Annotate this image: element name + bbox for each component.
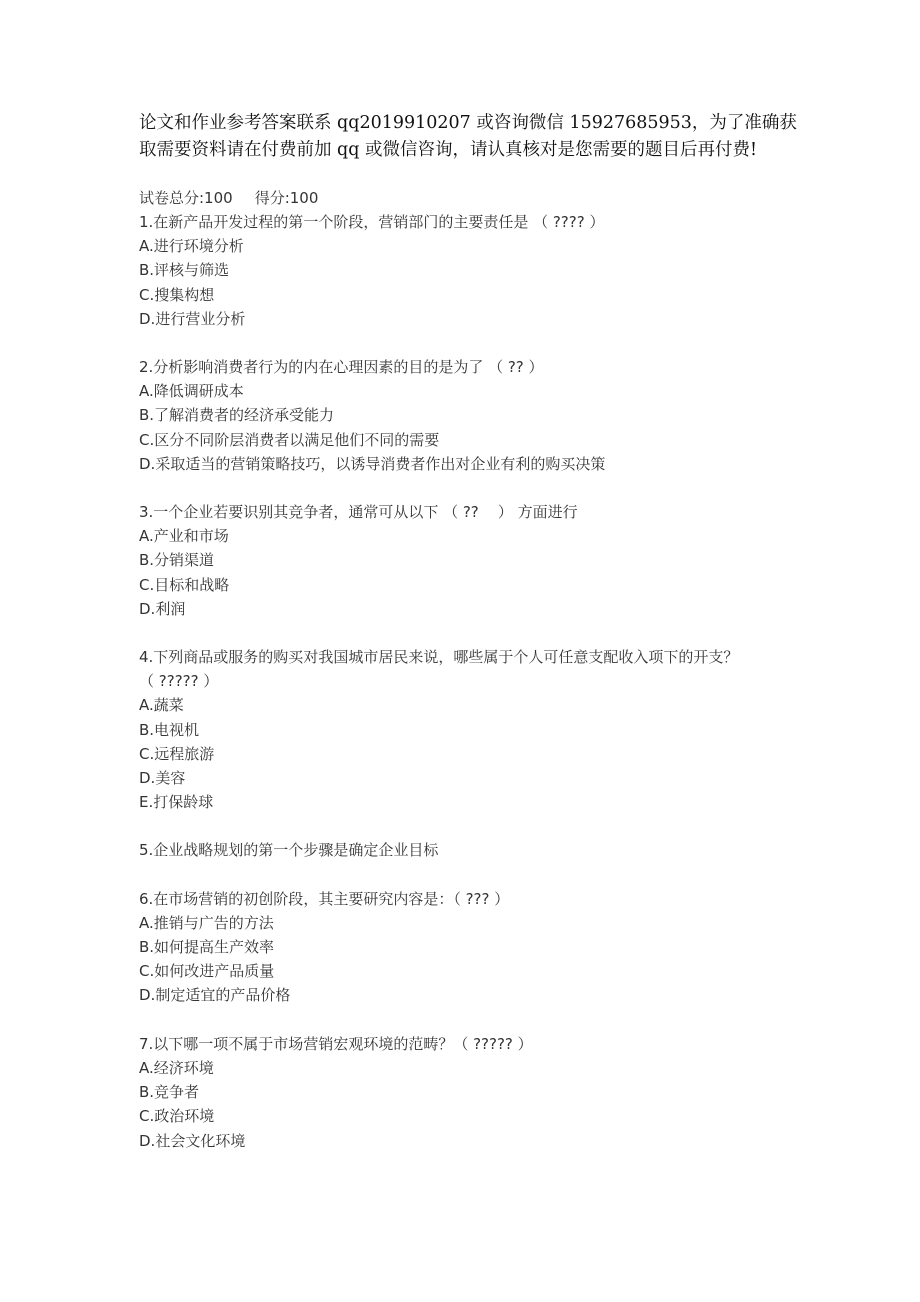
question-5	[139, 838, 789, 862]
option-c: C.区分不同阶层消费者以满足他们不同的需要	[139, 430, 440, 449]
question-7	[139, 1032, 789, 1153]
option-d: D.利润	[139, 599, 186, 618]
option-e: E.打保龄球	[139, 793, 214, 812]
option-b: B.如何提高生产效率	[139, 938, 275, 957]
option-c: C.如何改进产品质量	[139, 962, 275, 981]
option-c: C.远程旅游	[139, 744, 215, 763]
question-stem: 7.以下哪一项不属于市场营销宏观环境的范畴？（ ????? ）	[139, 1034, 533, 1053]
option-b: B.评核与筛选	[139, 261, 230, 280]
option-c: C.政治环境	[139, 1107, 215, 1126]
option-b: B.了解消费者的经济承受能力	[139, 406, 335, 425]
option-a: A.降低调研成本	[139, 382, 244, 401]
document-page	[139, 110, 797, 1177]
question-3	[139, 500, 789, 621]
contact-notice-line-2: 取需要资料请在付费前加 qq 或微信咨询，请认真核对是您需要的题目后再付费!	[139, 140, 758, 160]
score-summary	[139, 186, 789, 210]
question-stem: 4.下列商品或服务的购买对我国城市居民来说，哪些属于个人可任意支配收入项下的开支？	[139, 648, 739, 667]
question-6	[139, 887, 789, 1008]
option-a: A.推销与广告的方法	[139, 913, 274, 932]
contact-notice-line-1: 论文和作业参考答案联系 qq2019910207 或咨询微信 15927685953，为了准确获	[139, 113, 797, 133]
option-d: D.制定适宜的产品价格	[139, 986, 291, 1005]
option-a: A.进行环境分析	[139, 237, 244, 256]
obtained-score: 得分:100	[254, 189, 319, 207]
option-d: D.社会文化环境	[139, 1131, 246, 1150]
question-stem: 2.分析影响消费者行为的内在心理因素的目的是为了 （ ?? ）	[139, 358, 544, 377]
total-score: 试卷总分:100	[139, 189, 233, 207]
contact-notice	[139, 110, 797, 164]
question-stem-continuation: （ ????? ）	[139, 672, 219, 691]
option-b: B.分销渠道	[139, 551, 215, 570]
option-b: B.竞争者	[139, 1083, 200, 1102]
option-a: A.蔬菜	[139, 696, 184, 715]
option-d: D.采取适当的营销策略技巧，以诱导消费者作出对企业有利的购买决策	[139, 454, 606, 473]
option-c: C.目标和战略	[139, 575, 230, 594]
option-c: C.搜集构想	[139, 285, 215, 304]
question-stem: 6.在市场营销的初创阶段，其主要研究内容是：（ ??? ）	[139, 889, 510, 908]
option-d: D.进行营业分析	[139, 309, 246, 328]
question-stem: 5.企业战略规划的第一个步骤是确定企业目标	[139, 841, 439, 860]
question-stem: 1.在新产品开发过程的第一个阶段，营销部门的主要责任是 （ ???? ）	[139, 213, 605, 231]
option-d: D.美容	[139, 769, 186, 788]
option-a: A.产业和市场	[139, 527, 229, 546]
question-stem: 3.一个企业若要识别其竞争者，通常可从以下 （ ?? ） 方面进行	[139, 503, 578, 522]
option-a: A.经济环境	[139, 1058, 214, 1077]
question-4	[139, 645, 789, 814]
question-2	[139, 355, 789, 476]
question-1	[139, 210, 789, 331]
option-b: B.电视机	[139, 720, 200, 739]
